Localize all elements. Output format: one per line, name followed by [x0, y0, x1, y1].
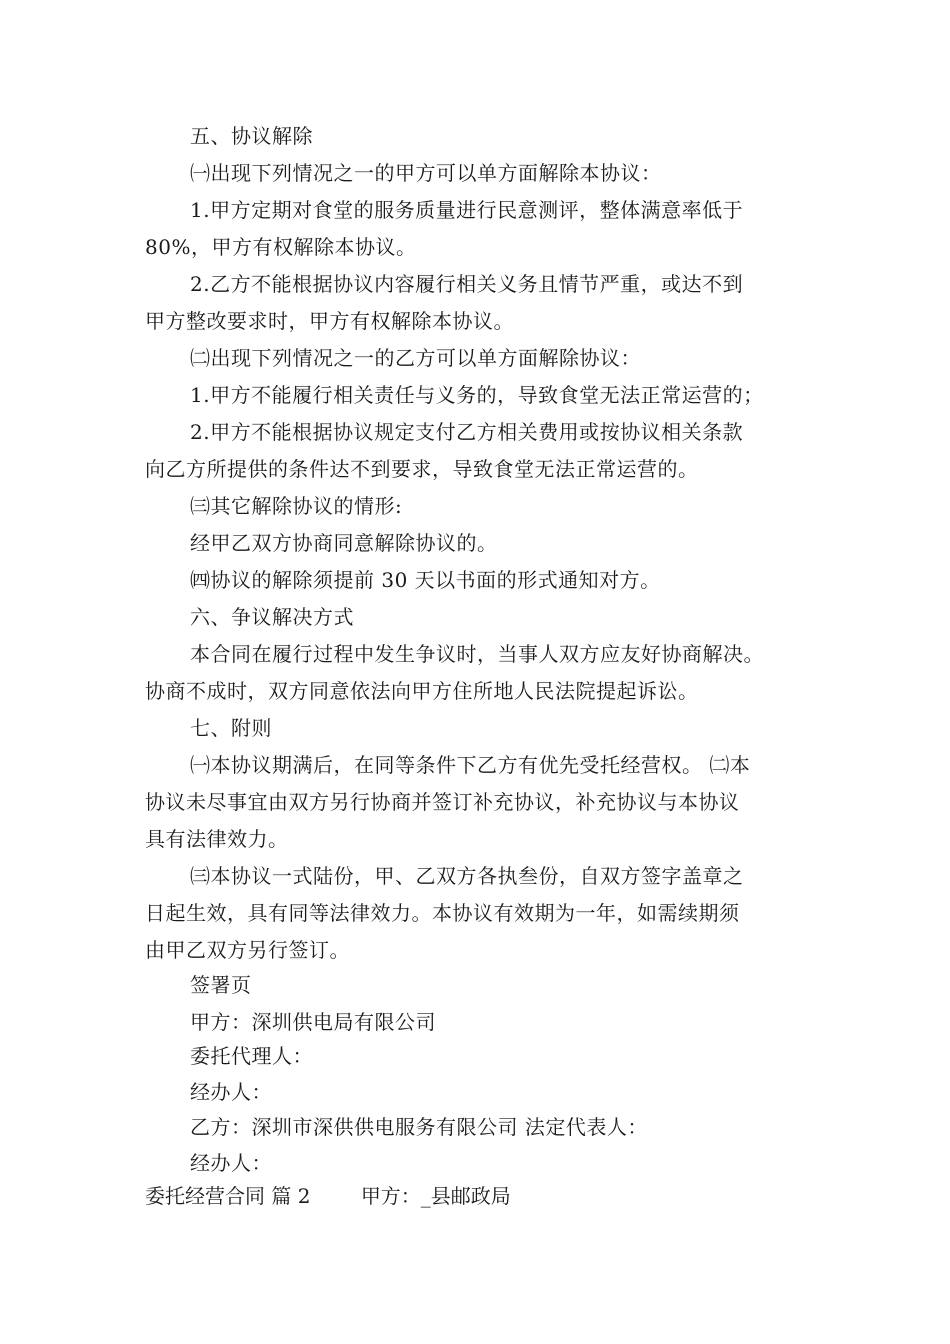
paragraph-line: ㈠本协议期满后，在同等条件下乙方有优先受托经营权。 ㈡本 — [190, 753, 751, 777]
section-heading: 五、协议解除 — [190, 124, 313, 148]
paragraph-line: 向乙方所提供的条件达不到要求，导致食堂无法正常运营的。 — [145, 457, 699, 481]
paragraph-line: 具有法律效力。 — [145, 827, 289, 851]
signature-line: 委托代理人： — [190, 1044, 313, 1068]
paragraph-line: 由甲乙双方另行签订。 — [145, 938, 350, 962]
paragraph-line: 1.甲方定期对食堂的服务质量进行民意测评，整体满意率低于 — [190, 198, 744, 222]
signature-line: 经办人： — [190, 1080, 272, 1104]
paragraph-line: ㈢其它解除协议的情形: — [190, 494, 403, 518]
paragraph-line: 2.乙方不能根据协议内容履行相关义务且情节严重，或达不到 — [190, 272, 744, 296]
signature-line: 乙方：深圳市深供供电服务有限公司 法定代表人： — [190, 1115, 648, 1139]
signature-line: 经办人： — [190, 1151, 272, 1175]
signature-line: 甲方：深圳供电局有限公司 — [190, 1010, 436, 1034]
party-a-line: 甲方：_县邮政局 — [360, 1184, 511, 1208]
next-contract-header — [145, 1181, 511, 1211]
paragraph-line: 80%，甲方有权解除本协议。 — [145, 235, 417, 259]
paragraph-line: 2.甲方不能根据协议规定支付乙方相关费用或按协议相关条款 — [190, 420, 744, 444]
signature-heading: 签署页 — [190, 973, 252, 997]
paragraph-line: ㈣协议的解除须提前 30 天以书面的形式通知对方。 — [190, 568, 661, 592]
paragraph-line: 协商不成时，双方同意依法向甲方住所地人民法院提起诉讼。 — [145, 679, 699, 703]
paragraph-line: ㈢本协议一式陆份，甲、乙双方各执叁份，自双方签字盖章之 — [190, 864, 744, 888]
section-heading: 七、附则 — [190, 716, 272, 740]
paragraph-line: ㈠出现下列情况之一的甲方可以单方面解除本协议： — [190, 161, 662, 185]
paragraph-line: 协议未尽事宜由双方另行协商并签订补充协议，补充协议与本协议 — [145, 790, 740, 814]
contract-title: 委托经营合同 篇 2 — [145, 1184, 311, 1208]
paragraph-line: 1.甲方不能履行相关责任与义务的，导致食堂无法正常运营的； — [190, 383, 764, 407]
paragraph-line: 甲方整改要求时，甲方有权解除本协议。 — [145, 309, 514, 333]
paragraph-line: ㈡出现下列情况之一的乙方可以单方面解除协议： — [190, 346, 641, 370]
paragraph-line: 日起生效，具有同等法律效力。本协议有效期为一年，如需续期须 — [145, 901, 740, 925]
section-heading: 六、争议解决方式 — [190, 605, 354, 629]
paragraph-line: 本合同在履行过程中发生争议时，当事人双方应友好协商解决。 — [190, 642, 764, 666]
paragraph-line: 经甲乙双方协商同意解除协议的。 — [190, 531, 498, 555]
